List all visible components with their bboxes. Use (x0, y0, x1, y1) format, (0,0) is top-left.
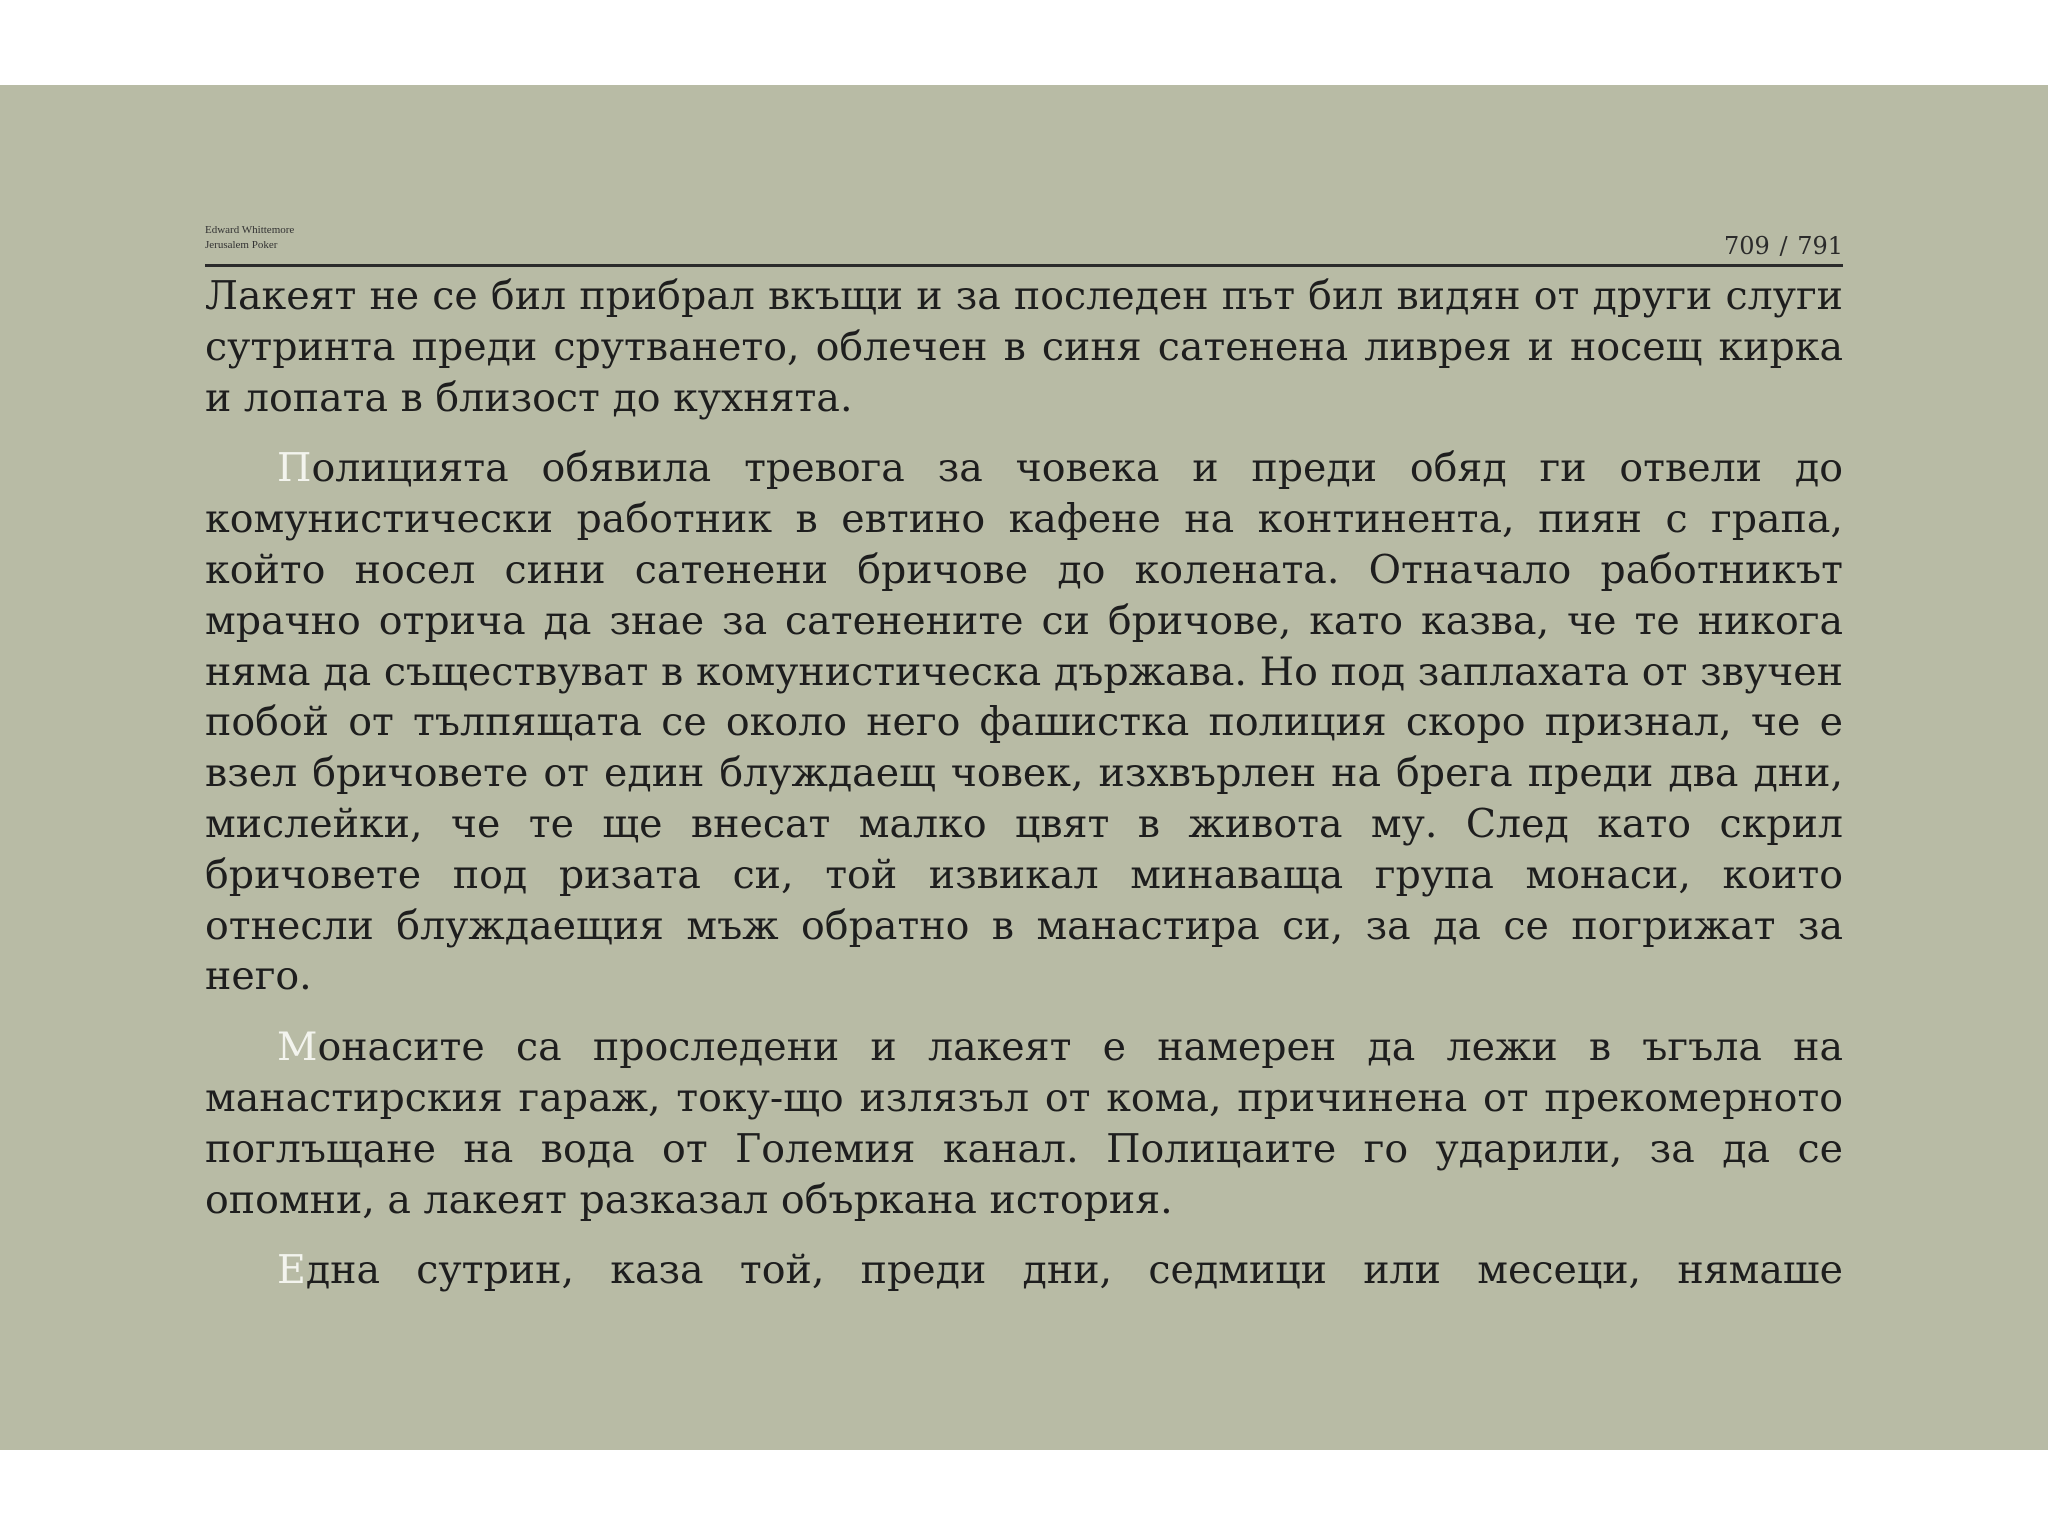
page-separator: / (1779, 232, 1788, 260)
running-header (205, 220, 1843, 267)
paragraph-initial: Е (277, 1247, 306, 1294)
paragraph-initial: П (277, 445, 312, 492)
paragraph (205, 271, 1843, 423)
book-meta (205, 223, 294, 253)
paragraph (205, 443, 1843, 1002)
book-author: Edward Whittemore (205, 224, 295, 236)
paragraph-text: Лакеят не се бил прибрал вкъщи и за последен път бил видян от други слуги сутринта преди срутването, облечен в синя сатенена ливрея и носещ кирка и лопата в близост до кухнята. (205, 273, 1843, 421)
total-pages: 791 (1797, 232, 1843, 260)
book-text (205, 271, 1843, 1316)
paragraph-text: олицията обявила тревога за човека и преди обяд ги отвели до комунистически работник в евтино кафене на континента, пиян с грапа, който носел сини сатенени бричове до колената. Отначало работникът мрачно отрича да знае за сатенените си бричове, като казва, че те никога няма да съществуват в комунистическа държава. Но под заплахата от звучен побой от тълпящата се около него фашистка полиция скоро признал, че е взел бричовете от един блуждаещ човек, изхвърлен на брега преди два дни, мислейки, че те ще внесат малко цвят в живота му. След като скрил бричовете под ризата си, той извикал минаваща група монаси, които отнесли блуждаещия мъж обратно в манастира си, за да се погрижат за него. (205, 445, 1843, 1000)
paragraph-text: онасите са проследени и лакеят е намерен да лежи в ъгъла на манастирския гараж, току-що излязъл от кома, причинена от прекомерното поглъщане на вода от Големия канал. Полицаите го ударили, за да се опомни, а лакеят разказал объркана история. (205, 1024, 1843, 1223)
paragraph (205, 1022, 1843, 1225)
reader-page[interactable] (0, 85, 2048, 1450)
paragraph (205, 1245, 1843, 1296)
book-title: Jerusalem Poker (205, 239, 278, 251)
paragraph-text: дна сутрин, каза той, преди дни, седмици или месеци, нямаше (305, 1247, 1843, 1294)
page-counter (1724, 232, 1843, 260)
current-page: 709 (1724, 232, 1770, 260)
paragraph-initial: М (277, 1024, 318, 1071)
